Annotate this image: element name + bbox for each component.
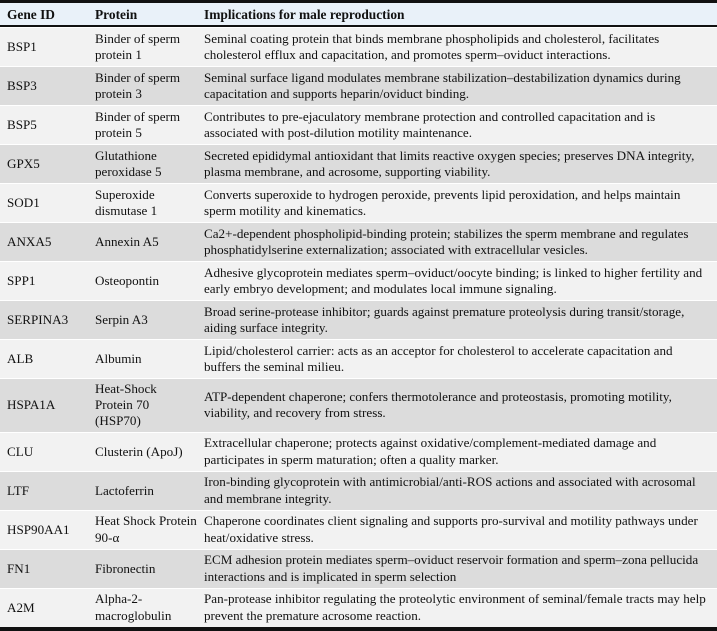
implication-cell: Contributes to pre-ejaculatory membrane protection and controlled capacitation and is associated with post-dilution motility maintenance. — [197, 105, 717, 144]
table-row — [0, 339, 717, 378]
table-row — [0, 27, 717, 66]
protein-cell: Glutathione peroxidase 5 — [88, 144, 197, 183]
implication-cell: ATP-dependent chaperone; confers thermotolerance and proteostasis, promoting motility, viability, and recovery from stress. — [197, 378, 717, 432]
table-header — [0, 3, 717, 27]
table-row — [0, 222, 717, 261]
gene-id-cell: LTF — [0, 471, 88, 510]
gene-id-cell: FN1 — [0, 549, 88, 588]
implication-cell: Seminal coating protein that binds membrane phospholipids and cholesterol, facilitates cholesterol efflux and capacitation, and promotes sperm–oviduct interactions. — [197, 27, 717, 66]
implication-cell: Extracellular chaperone; protects against oxidative/complement-mediated damage and participates in sperm maturation; often a quality marker. — [197, 432, 717, 471]
gene-id-cell: BSP1 — [0, 27, 88, 66]
header-protein: Protein — [88, 3, 197, 27]
gene-id-cell: ALB — [0, 339, 88, 378]
protein-cell: Fibronectin — [88, 549, 197, 588]
gene-id-cell: BSP5 — [0, 105, 88, 144]
table-row — [0, 144, 717, 183]
table-row — [0, 510, 717, 549]
gene-id-cell: ANXA5 — [0, 222, 88, 261]
header-implications: Implications for male reproduction — [197, 3, 717, 27]
table-row — [0, 300, 717, 339]
gene-id-cell: SPP1 — [0, 261, 88, 300]
table-row — [0, 471, 717, 510]
table-row — [0, 261, 717, 300]
protein-cell: Alpha-2-macroglobulin — [88, 588, 197, 627]
gene-id-cell: HSPA1A — [0, 378, 88, 432]
table-row — [0, 66, 717, 105]
protein-cell: Lactoferrin — [88, 471, 197, 510]
header-gene-id: Gene ID — [0, 3, 88, 27]
protein-cell: Osteopontin — [88, 261, 197, 300]
protein-cell: Clusterin (ApoJ) — [88, 432, 197, 471]
gene-id-cell: A2M — [0, 588, 88, 627]
table-row — [0, 183, 717, 222]
implication-cell: Pan-protease inhibitor regulating the proteolytic environment of seminal/female tracts may help prevent the premature acrosome reaction. — [197, 588, 717, 627]
header-row — [0, 3, 717, 27]
protein-cell: Binder of sperm protein 1 — [88, 27, 197, 66]
implication-cell: Seminal surface ligand modulates membrane stabilization–destabilization dynamics during capacitation and supports heparin/oviduct binding. — [197, 66, 717, 105]
protein-cell: Binder of sperm protein 5 — [88, 105, 197, 144]
table-row — [0, 588, 717, 627]
protein-cell: Albumin — [88, 339, 197, 378]
implication-cell: Converts superoxide to hydrogen peroxide, prevents lipid peroxidation, and helps maintain sperm motility and kinematics. — [197, 183, 717, 222]
protein-cell: Heat Shock Protein 90-α — [88, 510, 197, 549]
gene-id-cell: SOD1 — [0, 183, 88, 222]
table-row — [0, 105, 717, 144]
gene-id-cell: BSP3 — [0, 66, 88, 105]
gene-id-cell: CLU — [0, 432, 88, 471]
table-row — [0, 432, 717, 471]
protein-cell: Heat-Shock Protein 70 (HSP70) — [88, 378, 197, 432]
implication-cell: Iron-binding glycoprotein with antimicrobial/anti-ROS actions and associated with acrosomal and membrane integrity. — [197, 471, 717, 510]
protein-cell: Superoxide dismutase 1 — [88, 183, 197, 222]
gene-id-cell: HSP90AA1 — [0, 510, 88, 549]
gene-id-cell: GPX5 — [0, 144, 88, 183]
protein-cell: Annexin A5 — [88, 222, 197, 261]
implication-cell: ECM adhesion protein mediates sperm–oviduct reservoir formation and sperm–zona pellucida interactions and is implicated in sperm selection — [197, 549, 717, 588]
implication-cell: Chaperone coordinates client signaling and supports pro-survival and motility pathways under heat/oxidative stress. — [197, 510, 717, 549]
implication-cell: Ca2+-dependent phospholipid-binding protein; stabilizes the sperm membrane and regulates phosphatidylserine externalization; associated with extracellular vesicles. — [197, 222, 717, 261]
gene-id-cell: SERPINA3 — [0, 300, 88, 339]
protein-cell: Serpin A3 — [88, 300, 197, 339]
table-row — [0, 378, 717, 432]
implication-cell: Secreted epididymal antioxidant that limits reactive oxygen species; preserves DNA integrity, plasma membrane, and acrosome, supporting viability. — [197, 144, 717, 183]
implication-cell: Broad serine-protease inhibitor; guards against premature proteolysis during transit/storage, aiding surface integrity. — [197, 300, 717, 339]
implication-cell: Lipid/cholesterol carrier: acts as an acceptor for cholesterol to accelerate capacitation and buffers the seminal milieu. — [197, 339, 717, 378]
protein-cell: Binder of sperm protein 3 — [88, 66, 197, 105]
implication-cell: Adhesive glycoprotein mediates sperm–oviduct/oocyte binding; is linked to higher fertility and early embryo development; and modulates local immune signaling. — [197, 261, 717, 300]
table-body — [0, 27, 717, 627]
table-row — [0, 549, 717, 588]
